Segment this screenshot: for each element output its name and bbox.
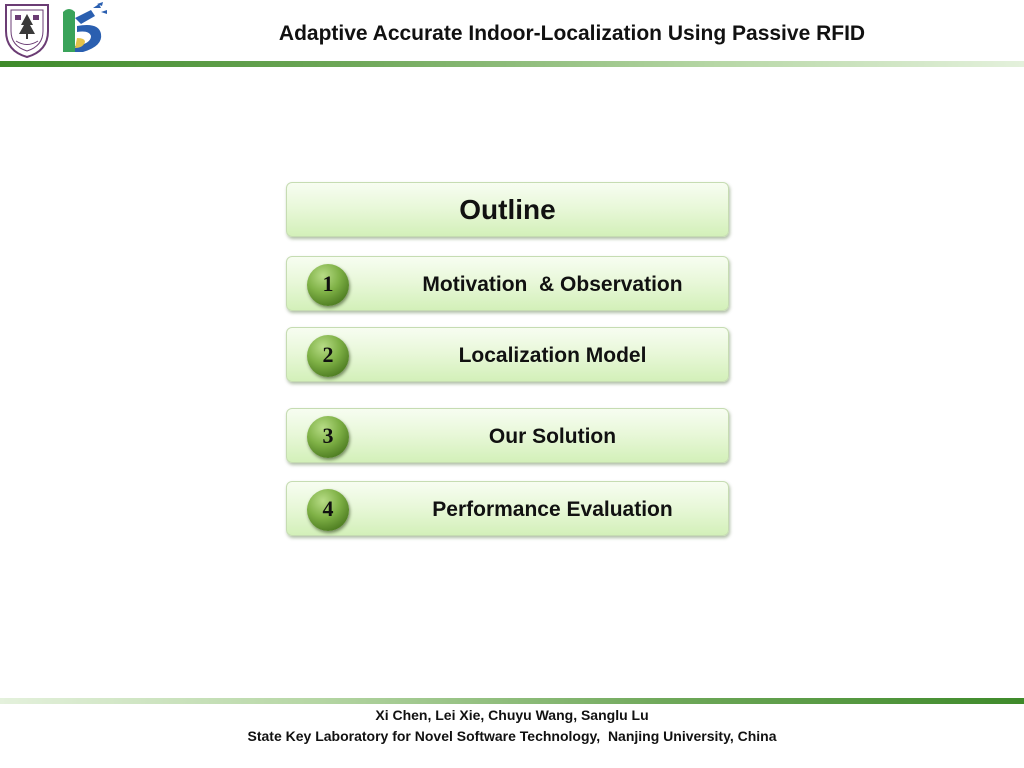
outline-item-number: 4 bbox=[322, 496, 334, 521]
number-ball-icon bbox=[307, 489, 349, 531]
outline-item-label: Our Solution bbox=[488, 425, 617, 448]
outline-item-number: 2 bbox=[322, 342, 334, 367]
slide-title: Adaptive Accurate Indoor-Localization Using Passive RFID bbox=[278, 22, 866, 45]
outline-item-label: Motivation & Observation bbox=[422, 273, 683, 296]
outline-heading-box bbox=[286, 182, 729, 237]
footer-affiliation: State Key Laboratory for Novel Software Technology, Nanjing University, China bbox=[247, 728, 777, 744]
outline-item-performance-evaluation[interactable] bbox=[286, 481, 729, 536]
footer-divider bbox=[0, 698, 1024, 704]
number-ball-icon bbox=[307, 416, 349, 458]
lab-logo-icon bbox=[55, 2, 111, 58]
footer-authors: Xi Chen, Lei Xie, Chuyu Wang, Sanglu Lu bbox=[375, 707, 649, 723]
number-ball-icon bbox=[307, 264, 349, 306]
university-seal-icon bbox=[2, 1, 52, 59]
outline-item-label: Performance Evaluation bbox=[432, 498, 673, 521]
outline-item-number: 1 bbox=[322, 271, 334, 296]
outline-item-label: Localization Model bbox=[458, 344, 647, 367]
number-ball-icon bbox=[307, 335, 349, 377]
header-divider bbox=[0, 61, 1024, 67]
outline-item-motivation[interactable] bbox=[286, 256, 729, 311]
outline-item-localization-model[interactable] bbox=[286, 327, 729, 382]
outline-item-number: 3 bbox=[322, 423, 334, 448]
outline-heading: Outline bbox=[459, 194, 556, 225]
outline-item-our-solution[interactable] bbox=[286, 408, 729, 463]
